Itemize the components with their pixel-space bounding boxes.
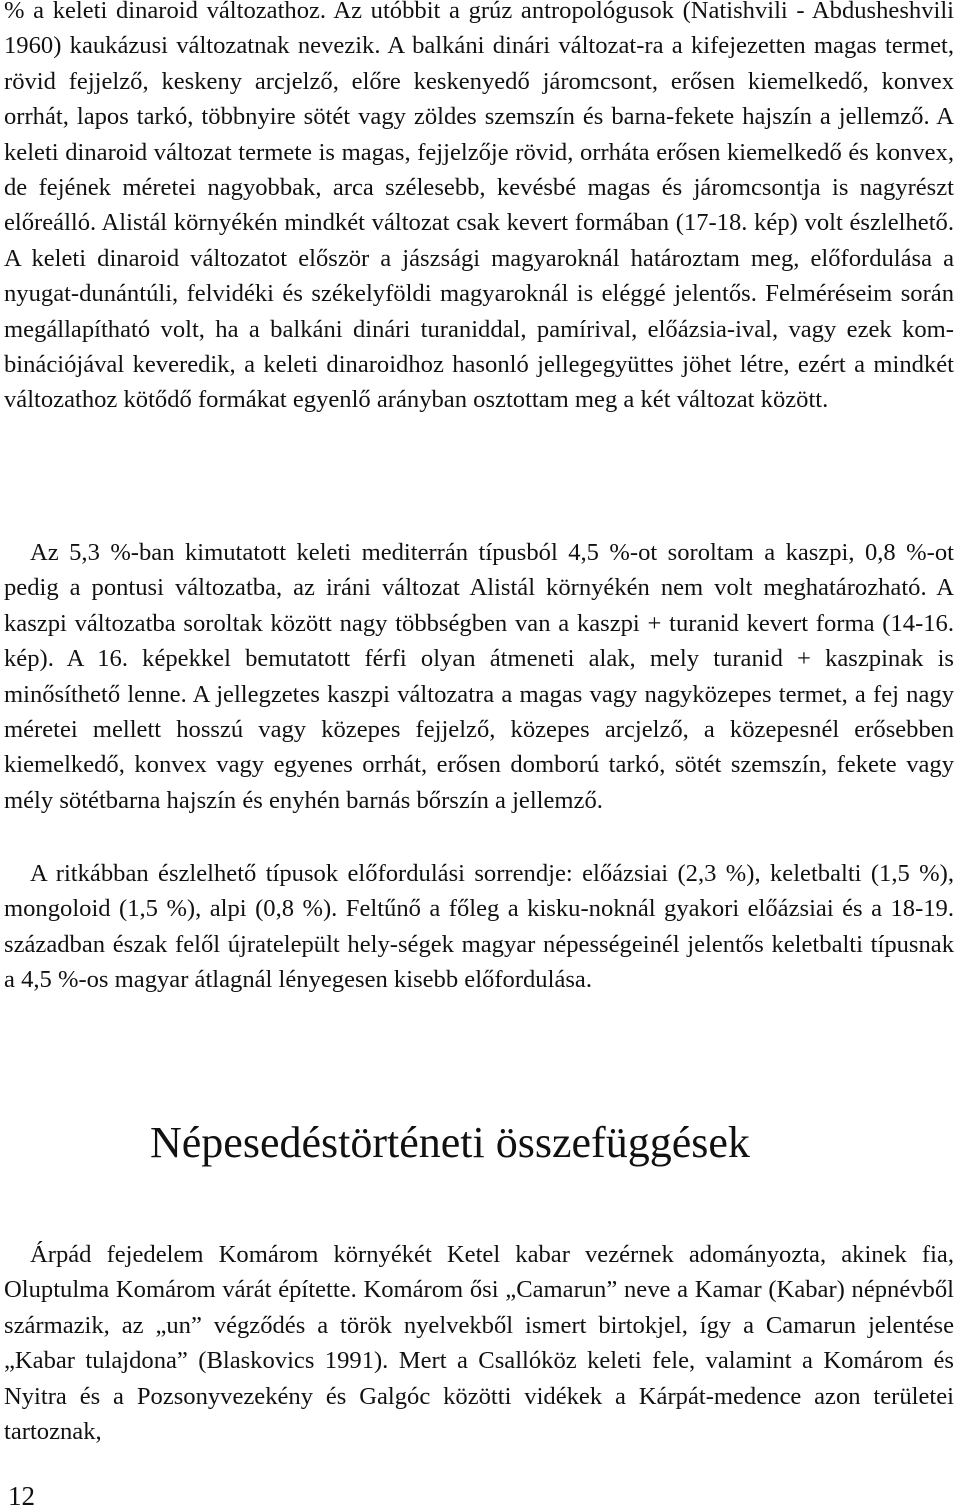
- page-number: 12: [8, 1481, 35, 1511]
- paragraph-dinaroid: % a keleti dinaroid változathoz. Az utóbbit a grúz antropológusok (Natishvili - Abdusheshvili 1960) kaukázusi változatnak nevezik. A balkáni dinári változat-ra a kifejezetten magas termet, rövid fejjelző, keskeny arcjelző, előre keskenyedő járomcsont, erősen kiemelkedő, konvex orrhát, lapos tarkó, többnyire sötét vagy zöldes szemszín és barna-fekete hajszín a jellemző. A keleti dinaroid változat termete is magas, fejjelzője rövid, orrháta erősen kiemelkedő és konvex, de fejének méretei nagyobbak, arca szélesebb, kevésbé magas és járomcsontja is nagyrészt előreálló. Alistál környékén mindkét változat csak kevert formában (17-18. kép) volt észlelhető. A keleti dinaroid változatot először a jászsági magyaroknál határoztam meg, előfordulása a nyugat-dunántúli, felvidéki és székelyföldi magyaroknál is eléggé jelentős. Felméréseim során megállapítható volt, ha a balkáni dinári turaniddal, pamírival, előázsia-ival, vagy ezek kombinációjával keveredik, a keleti dinaroidhoz hasonló jellegegyüttes jöhet létre, ezért a mindkét változathoz kötődő formákat egyenlő arányban osztottam meg a két változat között.: [4, 0, 954, 414]
- section-heading: Népesedéstörténeti összefüggések: [150, 1118, 750, 1167]
- paragraph-mediterranean: Az 5,3 %-ban kimutatott keleti mediterrán típusból 4,5 %-ot soroltam a kaszpi, 0,8 %-ot pedig a pontusi változatba, az iráni változat Alistál környékén nem volt meghatározható. A kaszpi változatba soroltak között nagy többségben van a kaszpi + turanid kevert forma (14-16. kép). A 16. képekkel bemutatott férfi olyan átmeneti alak, mely turanid + kaszpinak is minősíthető lenne. A jellegzetes kaszpi változatra a magas vagy nagyközepes termet, a fej nagy méretei mellett hosszú vagy közepes fejjelző, közepes arcjelző, a közepesnél erősebben kiemelkedő, konvex vagy egyenes orrhát, erősen domború tarkó, sötét szemszín, fekete vagy mély sötétbarna hajszín és enyhén barnás bőrszín a jellemző.: [4, 539, 954, 814]
- paragraph-arpad: Árpád fejedelem Komárom környékét Ketel kabar vezérnek adományozta, akinek fia, Oluptulma Komárom várát építette. Komárom ősi „Camarun” neve a Kamar (Kabar) népnévből származik, az „un” végződés a török nyelvekből ismert birtokjel, így a Camarun jelentése „Kabar tulajdona” (Blaskovics 1991). Mert a Csallóköz keleti fele, valamint a Komárom és Nyitra és a Pozsonyvezekény és Galgóc közötti vidékek a Kárpát-medence azon területei tartoznak,: [4, 1241, 954, 1446]
- paragraph-rare-types: A ritkábban észlelhető típusok előfordulási sorrendje: előázsiai (2,3 %), keletbalti (1,5 %), mongoloid (1,5 %), alpi (0,8 %). Feltűnő a főleg a kisku-noknál gyakori előázsiai és a 18-19. században észak felől újratelepült hely-ségek magyar népességeinél jelentős keletbalti típusnak a 4,5 %-os magyar átlagnál lényegesen kisebb előfordulása.: [4, 860, 954, 994]
